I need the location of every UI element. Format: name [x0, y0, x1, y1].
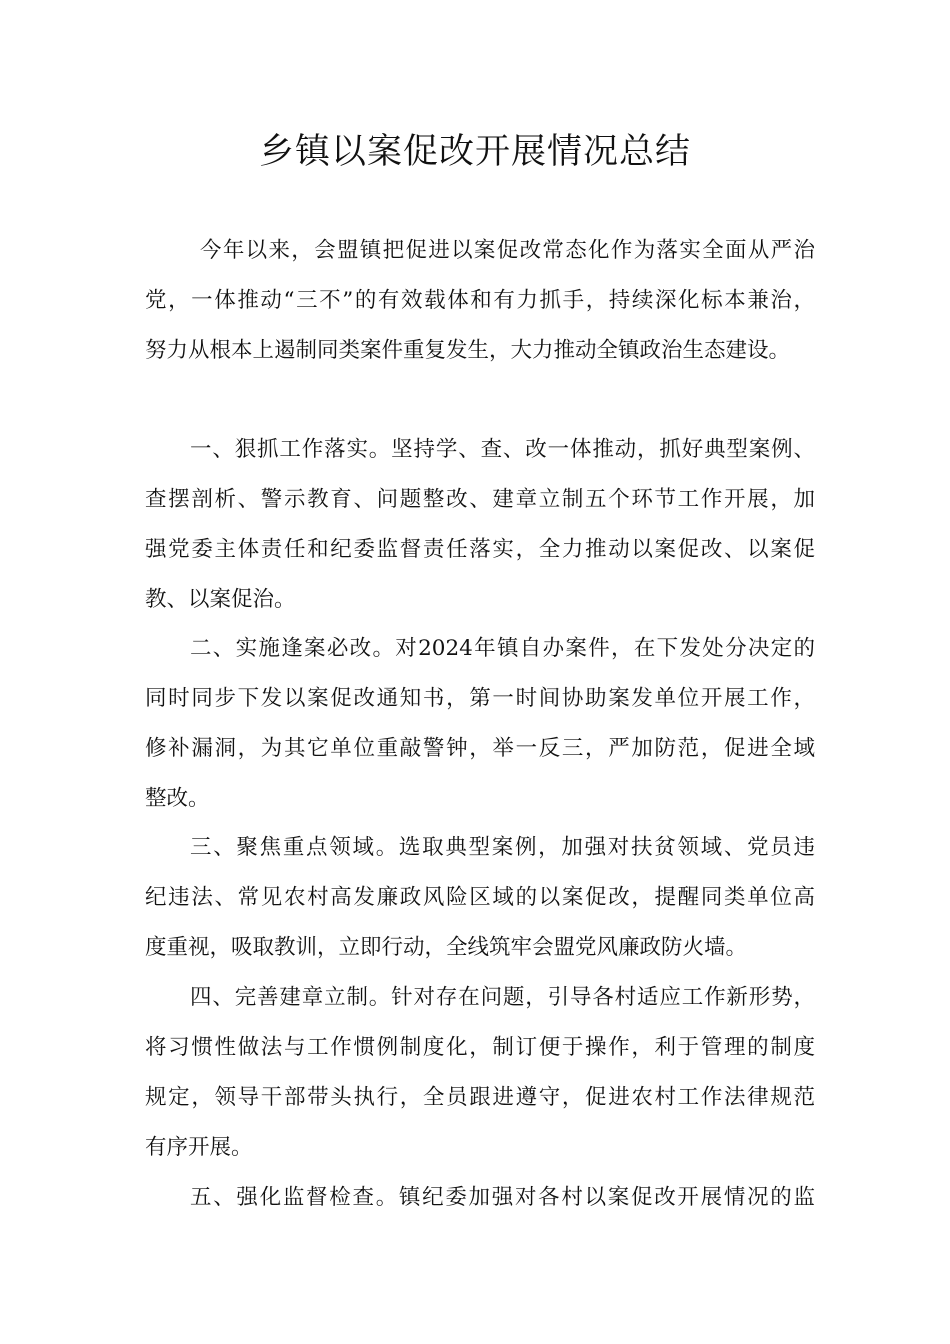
section3-line: 纪违法、常见农村高发廉政风险区域的以案促改，提醒同类单位高 [145, 885, 815, 910]
section3-line: 三、聚焦重点领域。选取典型案例，加强对扶贫领域、党员违 [190, 835, 815, 860]
section4-line: 规定，领导干部带头执行，全员跟进遵守，促进农村工作法律规范 [145, 1085, 815, 1110]
section5-line: 五、强化监督检查。镇纪委加强对各村以案促改开展情况的监 [190, 1185, 815, 1210]
section3-line: 度重视，吸取教训，立即行动，全线筑牢会盟党风廉政防火墙。 [145, 935, 748, 960]
section2-line: 二、实施逢案必改。对2024年镇自办案件，在下发处分决定的 [190, 636, 815, 661]
section1-line: 一、狠抓工作落实。坚持学、查、改一体推动，抓好典型案例、 [190, 437, 815, 462]
section1-line: 强党委主体责任和纪委监督责任落实，全力推动以案促改、以案促 [145, 537, 815, 562]
document-title: 乡镇以案促改开展情况总结 [258, 132, 691, 172]
section2-line: 整改。 [145, 786, 210, 811]
section2-line: 同时同步下发以案促改通知书，第一时间协助案发单位开展工作， [145, 686, 815, 711]
section1-line: 教、以案促治。 [145, 587, 296, 612]
intro-line: 今年以来，会盟镇把促进以案促改常态化作为落实全面从严治 [200, 238, 815, 263]
intro-line: 党，一体推动“三不”的有效载体和有力抓手，持续深化标本兼治， [145, 288, 815, 313]
section4-line: 四、完善建章立制。针对存在问题，引导各村适应工作新形势， [190, 985, 815, 1010]
section4-line: 有序开展。 [145, 1135, 253, 1160]
section4-line: 将习惯性做法与工作惯例制度化，制订便于操作，利于管理的制度 [145, 1035, 815, 1060]
intro-line: 努力从根本上遏制同类案件重复发生，大力推动全镇政治生态建设。 [145, 338, 791, 363]
section2-line: 修补漏洞，为其它单位重敲警钟，举一反三，严加防范，促进全域 [145, 736, 815, 761]
section1-line: 查摆剖析、警示教育、问题整改、建章立制五个环节工作开展，加 [145, 487, 815, 512]
